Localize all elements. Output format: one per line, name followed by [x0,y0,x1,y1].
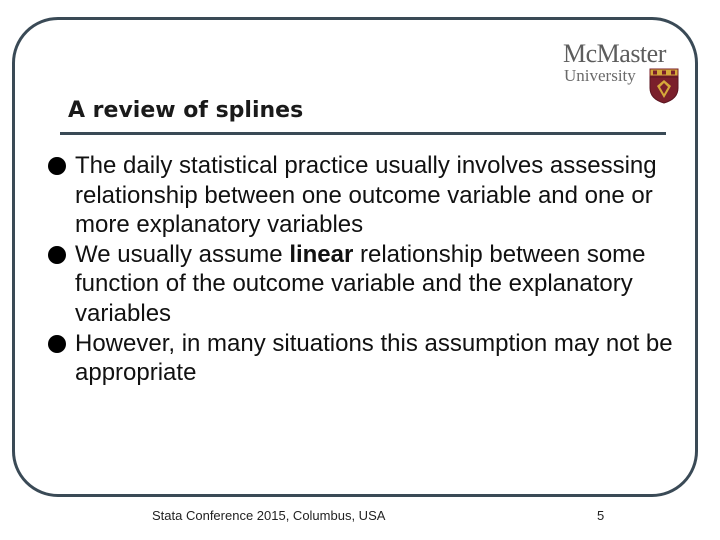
bullet-item [48,240,688,329]
bullet-list [48,151,688,388]
bullet-text: However, in many situations this assumption may not be appropriate [75,329,673,387]
bullet-dot-icon [48,246,66,264]
crest-icon [649,68,679,104]
bullet-text-before: We usually assume [75,240,290,268]
mcmaster-logo [563,40,681,108]
bullet-text: The daily statistical practice usually involves assessing relationship between one outcome variable and one or more explanatory variables [75,152,657,239]
bullet-dot-icon [48,335,66,353]
bullet-emphasis: linear [289,240,354,268]
logo-subtitle: University [564,66,636,85]
title-underline [60,132,666,135]
slide-title: A review of splines [68,98,304,123]
footer-text: Stata Conference 2015, Columbus, USA [152,508,386,523]
bullet-item [48,329,688,388]
logo-name: McMaster [563,39,666,68]
bullet-item [48,151,688,240]
bullet-dot-icon [48,157,66,175]
page-number: 5 [597,508,605,523]
bullet-text-after: relationship between some function of the outcome variable and the explanatory variables [75,240,646,327]
